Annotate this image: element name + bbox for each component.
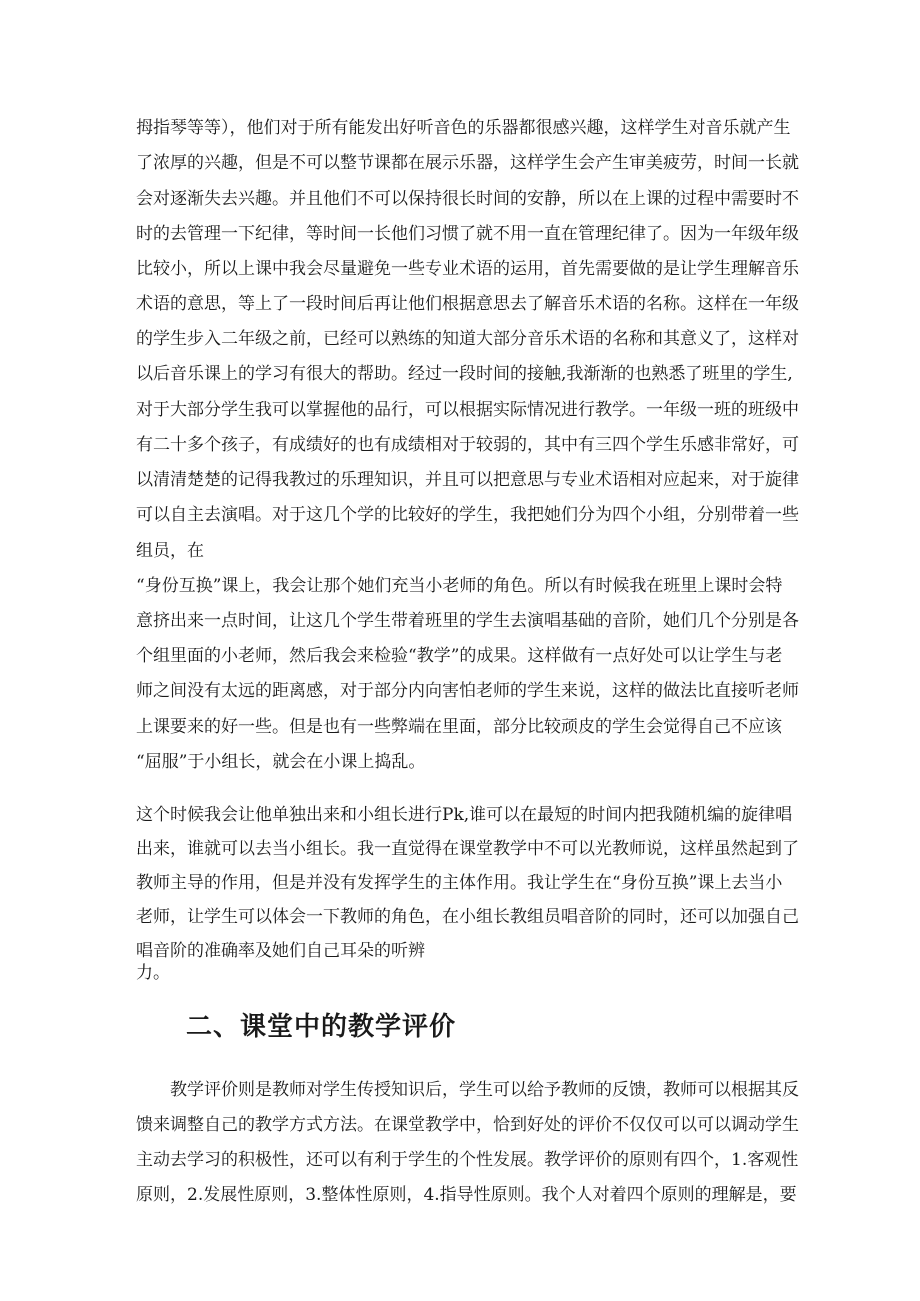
paragraph-line: 馈来调整自己的教学方式方法。在课堂教学中，恰到好处的评价不仅仅可以可以调动学生 [136, 1115, 799, 1135]
paragraph-line: “身份互换”课上，我会让那个她们充当小老师的角色。所以有时候我在班里上课时会特 [136, 576, 783, 596]
paragraph-line: 有二十多个孩子，有成绩好的也有成绩相对于较弱的，其中有三四个学生乐感非常好，可 [136, 435, 799, 455]
paragraph-line: 对于大部分学生我可以掌握他的品行，可以根据实际情况进行教学。一年级一班的班级中 [136, 400, 799, 420]
paragraph-line: 意挤出来一点时间，让这几个学生带着班里的学生去演唱基础的音阶，她们几个分别是各 [136, 611, 799, 631]
paragraph-line: 个组里面的小老师，然后我会来检验“教学”的成果。这样做有一点好处可以让学生与老 [136, 646, 783, 666]
paragraph-line: 老师，让学生可以体会一下教师的角色，在小组长教组员唱音阶的同时，还可以加强自己 [136, 907, 799, 927]
paragraph-line: 以清清楚楚的记得我教过的乐理知识，并且可以把意思与专业术语相对应起来，对于旋律 [136, 470, 799, 490]
paragraph-line: 比较小，所以上课中我会尽量避免一些专业术语的运用，首先需要做的是让学生理解音乐 [136, 259, 799, 279]
paragraph-line: 这个时候我会让他单独出来和小组长进行Pk,谁可以在最短的时间内把我随机编的旋律唱 [136, 805, 793, 825]
paragraph-line: 术语的意思，等上了一段时间后再让他们根据意思去了解音乐术语的名称。这样在一年级 [136, 294, 799, 314]
section-heading: 二、课堂中的教学评价 [186, 1012, 457, 1042]
paragraph-line: 原则，2.发展性原则，3.整体性原则，4.指导性原则。我个人对着四个原则的理解是，要 [136, 1185, 797, 1205]
paragraph-line: 了浓厚的兴趣，但是不可以整节课都在展示乐器，这样学生会产生审美疲劳，时间一长就 [136, 153, 799, 173]
paragraph-line: 力。 [136, 963, 170, 983]
paragraph-line: 出来，谁就可以去当小组长。我一直觉得在课堂教学中不可以光教师说，这样虽然起到了 [136, 839, 799, 859]
paragraph-line: 组员，在 [136, 541, 204, 561]
paragraph-line: 主动去学习的积极性，还可以有利于学生的个性发展。教学评价的原则有四个，1.客观性 [136, 1150, 799, 1170]
paragraph-line: 可以自主去演唱。对于这几个学的比较好的学生，我把她们分为四个小组，分别带着一些 [136, 505, 799, 525]
paragraph-line: 时的去管理一下纪律，等时间一长他们习惯了就不用一直在管理纪律了。因为一年级年级 [136, 224, 799, 244]
paragraph-line: 上课要来的好一些。但是也有一些弊端在里面，部分比较顽皮的学生会觉得自己不应该 [136, 717, 782, 737]
paragraph-line: 教学评价则是教师对学生传授知识后，学生可以给予教师的反馈，教师可以根据其反 [170, 1080, 799, 1100]
paragraph-line: 师之间没有太远的距离感，对于部分内向害怕老师的学生来说，这样的做法比直接听老师 [136, 681, 799, 701]
paragraph-line: 以后音乐课上的学习有很大的帮助。经过一段时间的接触,我渐渐的也熟悉了班里的学生, [136, 364, 793, 384]
paragraph-line: 的学生步入二年级之前，已经可以熟练的知道大部分音乐术语的名称和其意义了，这样对 [136, 329, 799, 349]
paragraph-line: 会对逐渐失去兴趣。并且他们不可以保持很长时间的安静，所以在上课的过程中需要时不 [136, 189, 799, 209]
paragraph-line: “屈服”于小组长，就会在小课上捣乱。 [136, 752, 426, 772]
paragraph-line: 拇指琴等等），他们对于所有能发出好听音色的乐器都很感兴趣，这样学生对音乐就产生 [136, 118, 791, 138]
paragraph-line: 唱音阶的准确率及她们自己耳朵的听辨 [136, 941, 425, 961]
paragraph-line: 教师主导的作用，但是并没有发挥学生的主体作用。我让学生在“身份互换”课上去当小 [136, 873, 783, 893]
